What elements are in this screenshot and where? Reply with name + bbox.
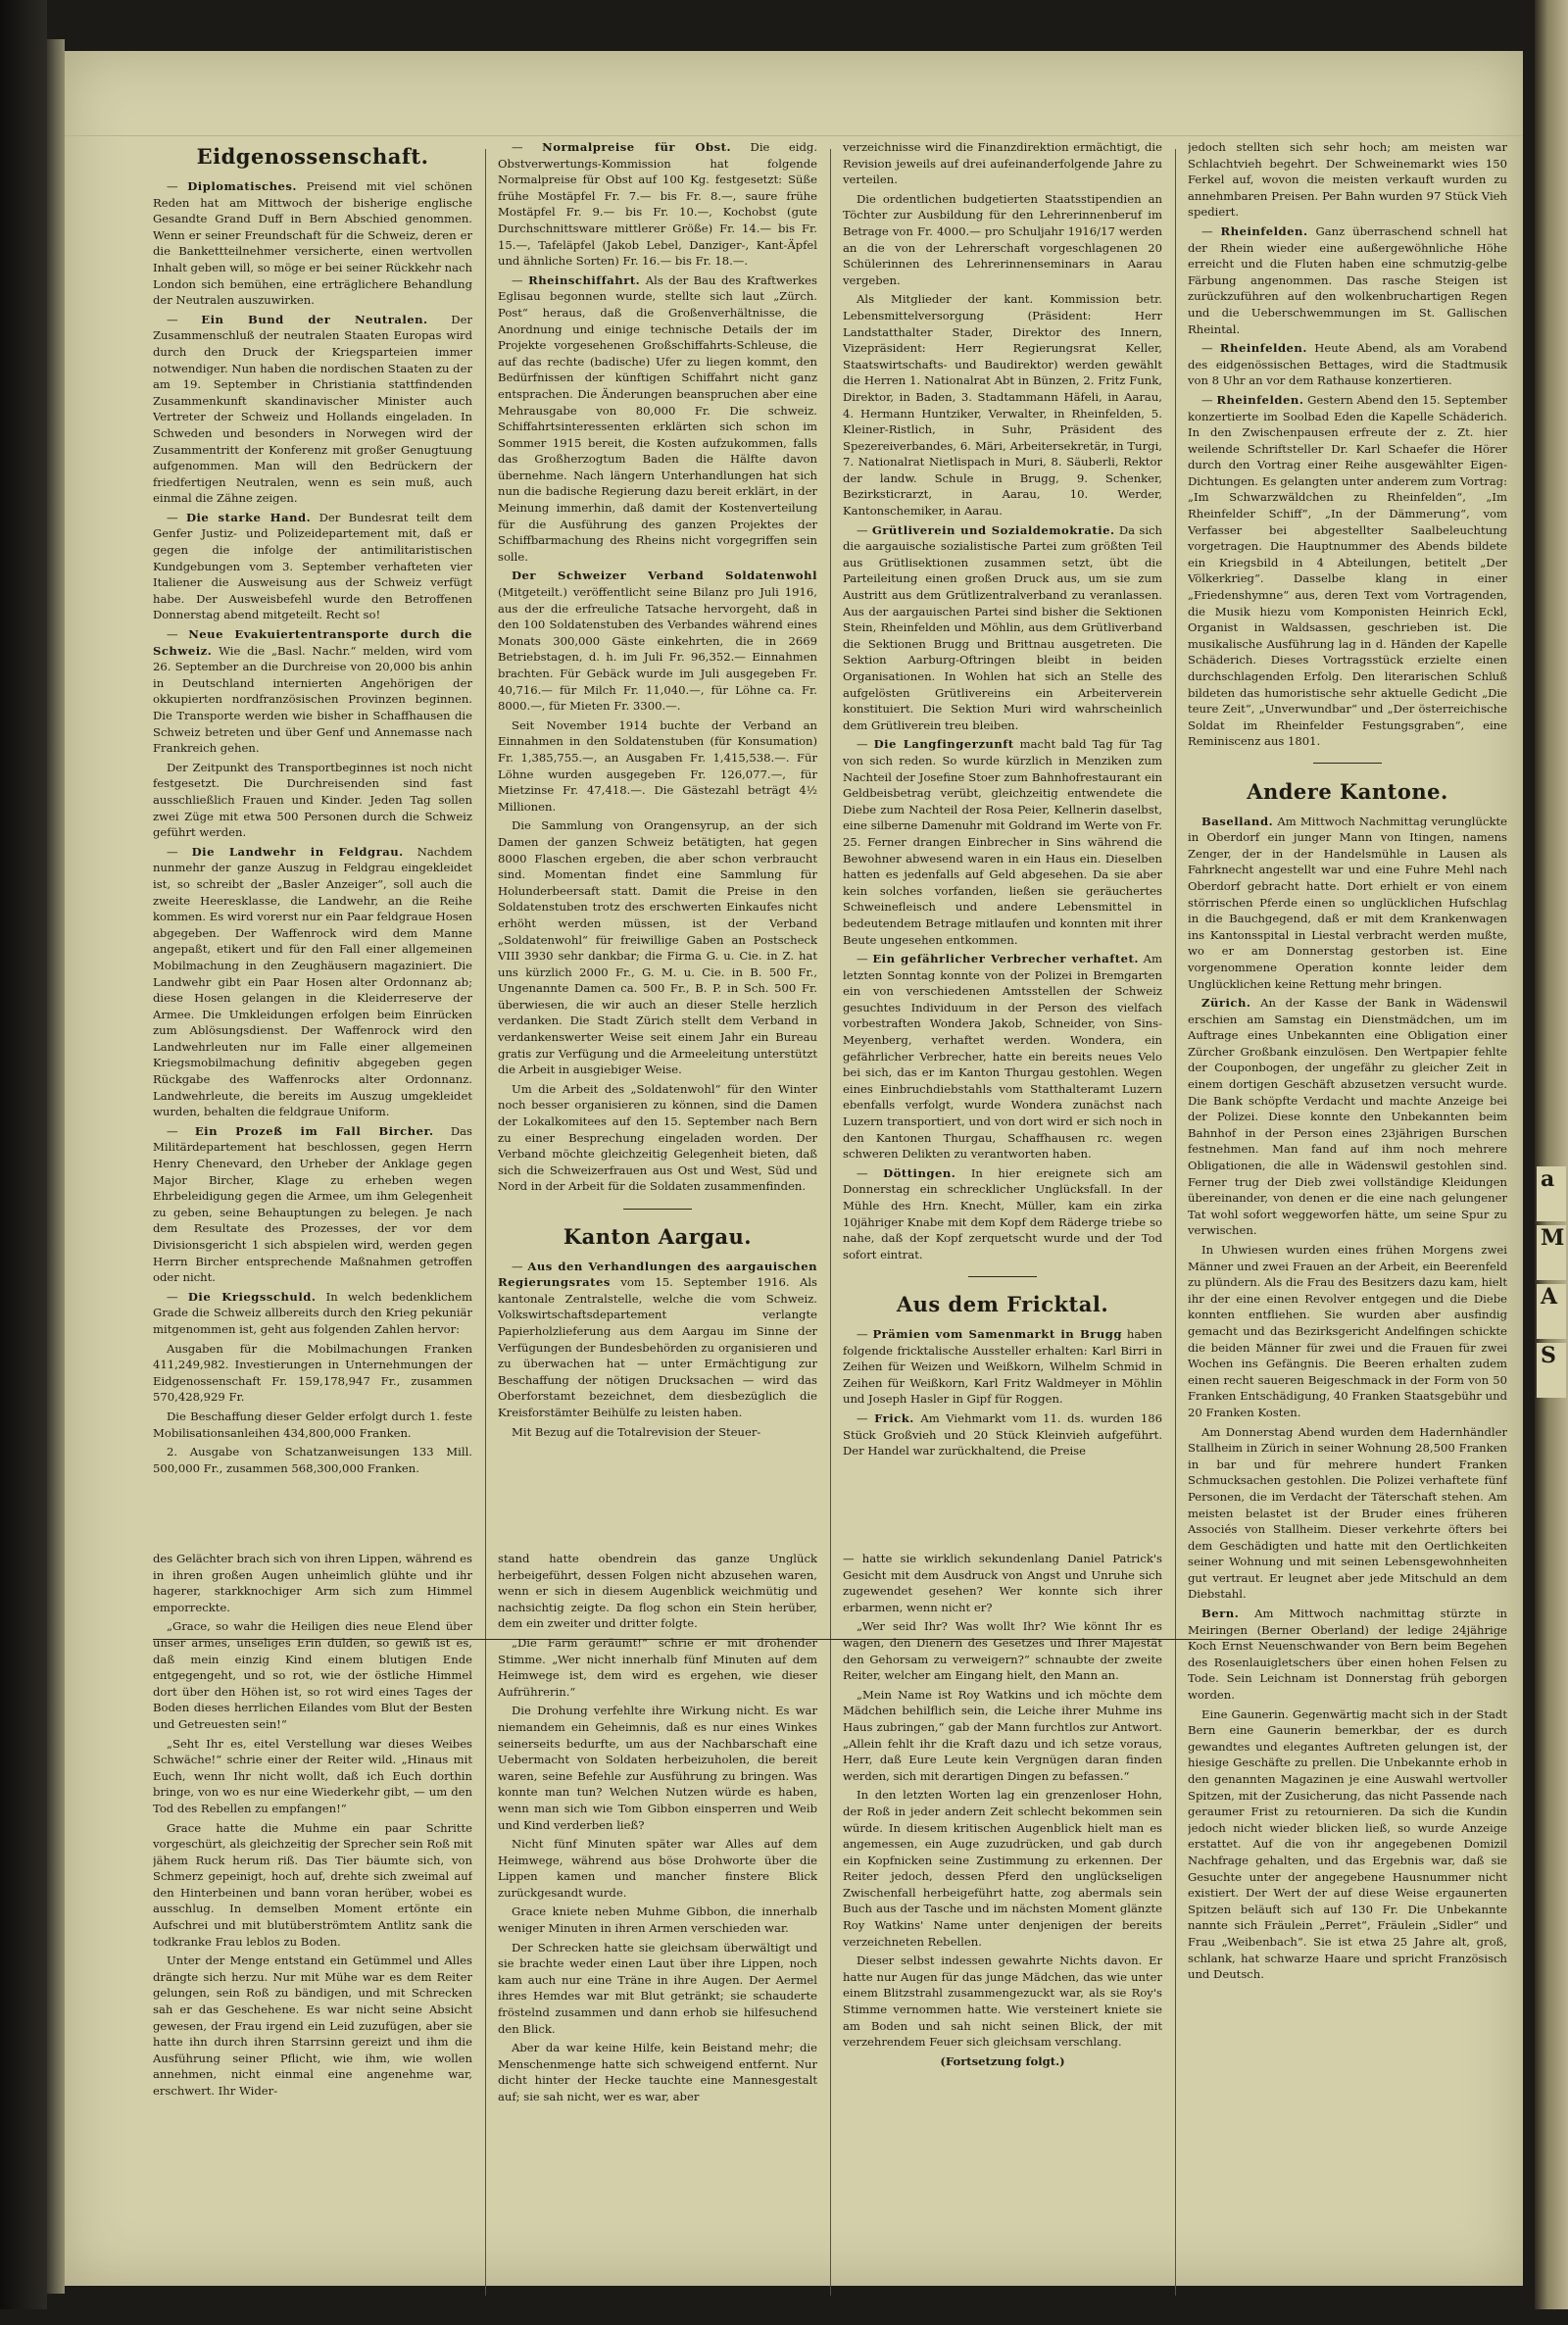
article-paragraph: [1188, 995, 1507, 1239]
article-keyword: Frick.: [874, 1410, 914, 1425]
article-paragraph: — Ein Prozeß im Fall Bircher. Das Militärdepartement hat beschlossen, gegen Herrn Henry Chenevard, den Urheber der Anklage gegen Major Bircher, Klage zu erheben wegen Ehrbeleidigung gegen die Armee, um ihm Gelegenheit zu geben, seine Behauptungen zu belegen. Je nach dem Resultate des Prozesses, der vor dem Divisionsgericht 1 sich abspielen wird, werden gegen Herrn Bircher entsprechende Maßnahmen getroffen oder nicht.: [153, 1123, 472, 1285]
article-paragraph: — Die Langfingerzunft macht bald Tag für Tag von sich reden. So wurde kürzlich in Menziken zum Nachteil der Josefine Stoer zum Bahnhofrestaurant ein Geldbeisbetrag verübt, gleichzeitig entwendete die Diebe zum Nachteil der Rosa Peier, Kellnerin daselbst, eine silberne Damenuhr mit Goldrand im Werte von Fr. 25. Ferner drangen Einbrecher in Sins während die Bewohner abwesend waren in ein Haus ein. Dieselben hatten es jedenfalls auf Geld abgesehen. Da sie aber kein solches vorfanden, ließen sie geräuchertes Schweinefleisch und andere Lebensmittel in bedeutendem Betrage mitlaufen und konnten mit ihrer Beute ungesehen entkommen.: [843, 737, 1162, 947]
article-paragraph: — Ein gefährlicher Verbrecher verhaftet. Am letzten Sonntag konnte von der Polizei in Bremgarten ein von verschiedenen Amtsstellen der Schweiz gesuchtes Individuum in der Person des vielfach vorbestraften Wondera Jakob, Schneider, von Sins-Meyenberg, verhaftet werden. Wondera, ein gefährlicher Verbrecher, hatte ein bereits neues Velo bei sich, das er im Kanton Thurgau gestohlen. Wegen eines Einbruchdiebstahls vom Statthalteramt Luzern ebenfalls verfolgt, wurde Wondera zunächst nach Luzern transportiert, und von dort wird er sich noch in den Kantonen Thurgau, Schaffhausen rc. wegen schweren Delikten zu verantworten haben.: [843, 952, 1162, 1162]
article-keyword: Aus den Verhandlungen des aargauischen Regierungsrates: [498, 1259, 817, 1290]
article-keyword: Rheinschiffahrt.: [528, 272, 641, 287]
article-text: An der Kasse der Bank in Wädenswil erschien am Samstag ein Dienstmädchen, um im Auftrage eines Unbekannten eine Obligation einer Zürcher Großbank einzulösen. Den Wertpapier fehlte der Couponbogen, der ungefähr zu gleicher Zeit in einem dortigen Geschäft abzusetzen versucht wurde. Die Bank schöpfte Verdacht und machte Anzeige bei der Polizei. Diese konnte den Unbekannten beim Bahnhof in der Person eines 23jährigen Burschen festnehmen. Man fand auf ihm noch mehrere Obligationen, die alle in Wädenswil gestohlen sind. Ferner trug der Dieb zwei vollständige Kleidungen übereinander, von denen er die eine nach gelungener Tat wohl sofort weggeworfen hätte, um seine Spur zu verwischen.: [1188, 996, 1507, 1238]
margin-fragment: M: [1537, 1225, 1566, 1280]
feuilleton-paragraph: Grace kniete neben Muhme Gibbon, die innerhalb weniger Minuten in ihren Armen verschieden war.: [498, 1905, 817, 1936]
article-keyword: Rheinfelden.: [1216, 392, 1304, 407]
article-paragraph: Am Donnerstag Abend wurden dem Hadernhändler Stallheim in Zürich in seiner Wohnung 28,500 Franken in bar und für mehrere hundert Franken Schmucksachen gestohlen. Die Polizei verhaftete fünf Personen, die im Verdacht der Täterschaft stehen. Am meisten belastet ist der Bruder eines früheren Associés von Stallheim. Dieser verkehrte öfters bei dem Geschädigten und hatte mit den Oertlichkeiten seiner Wohnung und mit seinen Lebensgewohnheiten gut vertraut. Er leugnet aber jede Mitschuld an dem Diebstahl.: [1188, 1424, 1507, 1602]
article-paragraph: verzeichnisse wird die Finanzdirektion ermächtigt, die Revision jeweils auf drei aufeinanderfolgende Jahre zu verteilen.: [843, 140, 1162, 187]
article-columns: [153, 139, 1505, 2325]
feuilleton-paragraph: stand hatte obendrein das ganze Unglück herbeigeführt, dessen Folgen nicht abzusehen waren, wenn er sich in diesem Augenblick weichmütig und nachsichtig zeigte. Da flog schon ein Stein herüber, dem ein zweiter und dritter folgte.: [498, 1552, 817, 1631]
article-keyword: Rheinfelden.: [1220, 223, 1308, 238]
article-keyword: Die starke Hand.: [185, 510, 312, 524]
feuilleton-paragraph: Der Schrecken hatte sie gleichsam überwältigt und sie brachte weder einen Laut über ihre Lippen, noch kam auch nur eine Träne in ihre Augen. Der Aermel ihres Hemdes war mit Blut getränkt; sie schauderte fröstelnd zusammen und dann erhob sie hilfesuchend den Blick.: [498, 1940, 817, 2036]
article-keyword: Ein gefährlicher Verbrecher verhaftet.: [872, 952, 1139, 966]
feuilleton-paragraph: Nicht fünf Minuten später war Alles auf dem Heimwege, während aus böse Drohworte über die Lippen kamen und mancher finstere Blick zurückgesandt wurde.: [498, 1837, 817, 1900]
article-paragraph: Die ordentlichen budgetierten Staatsstipendien an Töchter zur Ausbildung für den Lehrerinnenberuf im Betrage von Fr. 4000.— pro Schuljahr 1916/17 werden an die von der Lehrerschaft vorgeschlagenen 20 Schülerinnen des Lehrerinnenseminars in Aarau vergeben.: [843, 191, 1162, 287]
article-text: Heute Abend, als am Vorabend des eidgenössischen Bettages, wird die Stadtmusik von 8 Uhr an vor dem Rathause konzertieren.: [1188, 341, 1507, 388]
adjacent-page-strip: [1535, 0, 1568, 2309]
section-title-eidgenossenschaft: Eidgenossenschaft.: [196, 144, 429, 169]
page-header-band: [65, 51, 1523, 136]
feuilleton-paragraph: „Mein Name ist Roy Watkins und ich möchte dem Mädchen behilflich sein, die Leiche ihrer Muhme ins Haus zubringen,“ gab der Mann furchtlos zur Antwort. „Allein fehlt ihr die Kraft dazu und ich setze voraus, Herr, daß Eure Leute kein Vergnügen daran finden werden, sich mit derartigen Dingen zu befassen.“: [843, 1687, 1162, 1783]
article-text: Nachdem nunmehr der ganze Auszug in Feldgrau eingekleidet ist, so schreibt der „Basler Anzeiger“, soll auch die zweite Heeresklasse, die Landwehr, an die Reihe kommen. Es wird vorerst nur ein Paar feldgraue Hosen abgegeben. Der Waffenrock wird dem Manne angepaßt, etikert und für den Fall einer allgemeinen Mobilmachung in den Zeughäusern magaziniert. Die Landwehr gibt ein Paar Hosen alter Ordonnanz ab; diese Hosen gelangen in die Kleiderreserve der Armee. Die Umkleidungen erfolgen beim Einrücken zum Ablösungsdienst. Der Waffenrock wird den Landwehrleuten nur im Falle einer allgemeinen Kriegsmobilmachung definitiv abgegeben gegen Rückgabe des Waffenrocks alter Ordonnanz. Landwehrleute, die bereits im Auszug umgekleidet wurden, behalten die feldgraue Uniform.: [153, 844, 472, 1119]
article-text: Ganz überraschend schnell hat der Rhein wieder eine außergewöhnliche Höhe erreicht und die Fluten haben eine schmutzig-gelbe Färbung angenommen. Das rasche Steigen ist zurückzuführen auf den wolkenbruchartigen Regen und die Ueberschwemmungen im St. Gallischen Rheintal.: [1188, 223, 1507, 336]
article-keyword: Diplomatisches.: [187, 179, 297, 193]
article-paragraph: Die Beschaffung dieser Gelder erfolgt durch 1. feste Mobilisationsanleihen 434,800,000 Franken.: [153, 1409, 472, 1440]
column-rule: [1175, 149, 1176, 2296]
article-text: Als der Bau des Kraftwerkes Eglisau begonnen wurde, stellte sich laut „Zürch. Post“ heraus, daß die Großenverhältnisse, die Anordnung und einige technische Details der im Projekte vorgesehenen Großschiffahrts-Schleuse, die auf das rechte (badische) Ufer zu liegen kommt, den Bedürfnissen der künftigen Schiffahrt nicht ganz entsprachen. Die Änderungen beanspruchen aber eine Mehrausgabe von 80,000 Fr. Die schweiz. Schiffahrtsinteressenten erklärten sich schon im Sommer 1915 bereit, die Kosten aufzukommen, falls das Großherzogtum Baden die Hälfte davon übernehme. Nach längern Unterhandlungen hat sich nun die badische Regierung dazu bereit erklärt, in der Meinung immerhin, daß damit der Kostenverteilung für die Ausführung des ganzen Projektes der Schiffbarmachung des Rheins nicht vorgegriffen sein solle.: [498, 272, 817, 564]
divider: [843, 1268, 1162, 1285]
article-paragraph: [1188, 1606, 1507, 1704]
feuilleton-paragraph: „Grace, so wahr die Heiligen dies neue Elend über unser armes, unseliges Erin dulden, so gewiß ist es, daß mein einzig Kind einem blutigen Ende entgegengeht, und so rot, wie der östliche Himmel dort über den Höhen ist, so rot wird eines Tages der Boden dieses herrlichen Eilandes vom Blut der Besten und Getreuesten sein!“: [153, 1619, 472, 1731]
article-text: Am Viehmarkt vom 11. ds. wurden 186 Stück Großvieh und 20 Stück Kleinvieh aufgeführt. Der Handel war zurückhaltend, die Preise: [843, 1410, 1162, 1459]
newspaper-page: [65, 51, 1523, 2286]
article-text: In hier ereignete sich am Donnerstag ein schrecklicher Unglücksfall. In der Mühle des Hrn. Knecht, Müller, kam ein zirka 10jähriger Knabe mit dem Kopf dem Räderge triebe so nahe, daß der Kopf zerquetscht wurde und der Tod sofort eintrat.: [843, 1165, 1162, 1261]
section-title-kanton-aargau: Kanton Aargau.: [563, 1223, 753, 1249]
article-paragraph: Die Sammlung von Orangensyrup, an der sich Damen der ganzen Schweiz betätigten, hat gegen 8000 Flaschen ergeben, die aber schon verbraucht sind. Momentan findet eine Sammlung für Holunderbeersaft statt. Damit die Preise in den Soldatenstuben trotz des erschwerten Einkaufes nicht erhöht werden müssen, ist der Verband „Soldatenwohl“ für freiwillige Gaben an Postscheck VIII 3930 sehr dankbar; die Firma G. u. Cie. in Z. hat uns kürzlich 2000 Fr., G. M. u. Cie. in B. 500 Fr., Ungenannte Damen ca. 500 Fr., B. P. in Sch. 500 Fr. überwiesen, die wir auch an dieser Stelle herzlich verdanken. Die Stadt Zürich stellt dem Verband in verdankenswerter Weise seit einem Jahr ein Bureau gratis zur Verfügung und die Armeeleitung unterstützt die Arbeit in ausgiebiger Weise.: [498, 818, 817, 1077]
margin-fragment: a: [1537, 1166, 1566, 1221]
divider: [498, 1201, 817, 1217]
article-paragraph: [1188, 814, 1507, 993]
article-paragraph: — Rheinfelden. Ganz überraschend schnell hat der Rhein wieder eine außergewöhnliche Höhe erreicht und die Fluten haben eine schmutzig-gelbe Färbung angenommen. Das rasche Steigen ist zurückzuführen auf den wolkenbruchartigen Regen und die Ueberschwemmungen im St. Gallischen Rheintal.: [1188, 223, 1507, 336]
article-text: Gestern Abend den 15. September konzertierte im Soolbad Eden die Kapelle Schäderich. In den Zwischenpausen erfreute der z. Zt. hier weilende Schriftsteller Dr. Karl Schaefer die Hörer durch den Vortrag einer Reihe ausgewählter Eigen-Dichtungen. Es gelangten unter anderem zum Vortrag: „Im Schwarzwäldchen zu Rheinfelden“, „Im Rheinfelder Schiff“, „In der Dämmerung“, vom Verfasser bei abgestellter Saalbeleuchtung vorgetragen. Die Hauptnummer des Abends bildete ein Kriegsbild in 4 Abteilungen, betitelt „Der Völkerkrieg“. Dasselbe klang in einer „Friedenshymne“ aus, deren Text vom Vortragenden, die Musik hiezu vom Komponisten Heinrich Eckl, Organist in Waldsassen, geschrieben ist. Die musikalische Ausführung lag in d. Händen der Kapelle Schäderich. Dieses Vortragsstück erzielte einen durchschlagenden Erfolg. Den literarischen Schluß bildeten das humoristische sehr aktuelle Gedicht „Die teure Zeit“, „Unverwundbar“ und „Der österreichische Soldat im Rheinfelder Festungsgraben“, eine Reminiscenz aus 1801.: [1188, 392, 1507, 749]
article-paragraph: jedoch stellten sich sehr hoch; am meisten war Schlachtvieh begehrt. Der Schweinemarkt wies 150 Ferkel auf, wovon die meisten verkauft wurden zu annehmbaren Preisen. Per Bahn wurden 97 Stück Vieh spediert.: [1188, 140, 1507, 220]
feuilleton-paragraph: „Die Farm geräumt!“ schrie er mit drohender Stimme. „Wer nicht innerhalb fünf Minuten auf dem Heimwege ist, dem wird es ergehen, wie dieser Aufrührerin.“: [498, 1635, 817, 1699]
article-text: In welch bedenklichem Grade die Schweiz allbereits durch den Krieg pekuniär mitgenommen ist, geht aus folgenden Zahlen hervor:: [153, 1289, 472, 1336]
article-text: (Mitgeteilt.) veröffentlicht seine Bilanz pro Juli 1916, aus der die erfreuliche Tatsache hervorgeht, daß in den 100 Soldatenstuben des Verbandes während eines Monats 300,000 Gäste einkehrten, die in 2669 Betriebstagen, d. h. im Juli Fr. 96,352.— Einnahmen brachten. Für Gebäck wurde im Juli ausgegeben Fr. 40,716.— für Milch Fr. 11,040.—, für Löhne ca. Fr. 8000.—, für Mieten Fr. 3300.—.: [498, 585, 817, 714]
article-keyword: Die Kriegsschuld.: [187, 1289, 317, 1304]
article-paragraph: — Grütliverein und Sozialdemokratie. Da sich die aargauische sozialistische Partei zum größten Teil aus Grütlisektionen zusammen setzt, übt die Parteileitung einen großen Druck aus, um sie zum Austritt aus dem Grütlizentralverband zu veranlassen. Aus der aargauischen Partei sind bisher die Sektionen Stein, Rheinfelden und Möhlin, aus dem Grütliverband die Sektionen Brugg und Brittnau ausgetreten. Die Sektion Aarburg-Oftringen bleibt in beiden Organisationen. In Wohlen hat sich an Stelle des aufgelösten Grütlivereins ein Arbeiterverein konstituiert. Die Sektion Muri wird wahrscheinlich dem Grütliverein treu bleiben.: [843, 522, 1162, 732]
article-paragraph: — Frick. Am Viehmarkt vom 11. ds. wurden 186 Stück Großvieh und 20 Stück Kleinvieh aufgeführt. Der Handel war zurückhaltend, die Preise: [843, 1410, 1162, 1459]
section-title-aus-dem-fricktal: Aus dem Fricktal.: [896, 1291, 1109, 1316]
article-text: Am Mittwoch nachmittag stürzte in Meiringen (Berner Oberland) der ledige 24jährige Koch Ernst Neuenschwander von Bern beim Begehen des Rosenlauigletschers über einen hohen Felsen zu Tode. Sein Leichnam ist Donnerstag früh geborgen worden.: [1188, 1607, 1507, 1703]
section-title-andere-kantone: Andere Kantone.: [1247, 778, 1448, 804]
continuation-note: (Fortsetzung folgt.): [940, 2053, 1065, 2068]
article-paragraph: [498, 568, 817, 714]
feuilleton-paragraph: Unter der Menge entstand ein Getümmel und Alles drängte sich herzu. Nur mit Mühe war es dem Reiter gelungen, sein Roß zu bändigen, und mit Schrecken sah er das Geschehene. Es war nicht seine Absicht gewesen, der Frau irgend ein Leid zuzufügen, aber sie hatte ihn durch ihren Starrsinn gereizt und ihm die Ausführung seiner Pflicht, wie ihm, wie wollen annehmen, nicht einmal eine angenehme war, erschwert. Ihr Wider-: [153, 1954, 472, 2098]
book-binding-shadow: [0, 0, 47, 2309]
article-keyword: Baselland.: [1201, 814, 1274, 828]
article-paragraph: — Rheinschiffahrt. Als der Bau des Kraftwerkes Eglisau begonnen wurde, stellte sich laut „Zürch. Post“ heraus, daß die Großenverhältnisse, die Anordnung und einige technische Details der im Projekte vorgesehenen Großschiffahrts-Schleuse, die auf das rechte (badische) Ufer zu liegen kommt, den Bedürfnissen der künftigen Schiffahrt nicht ganz entsprachen. Die Änderungen beanspruchen aber eine Mehrausgabe von 80,000 Fr. Die schweiz. Schiffahrtsinteressenten erklärten sich schon im Sommer 1915 bereit, die Kosten aufzukommen, falls das Großherzogtum Baden die Hälfte davon übernehme. Nach längern Unterhandlungen hat sich nun die badische Regierung dazu bereit erklärt, in der Meinung immerhin, daß damit der Kostenverteilung für die Ausführung des ganzen Projektes der Schiffbarmachung des Rheins nicht vorgegriffen sein solle.: [498, 272, 817, 564]
article-paragraph: Seit November 1914 buchte der Verband an Einnahmen in den Soldatenstuben (für Konsumation) Fr. 1,385,755.—, an Ausgaben Fr. 1,415,538.—. Für Löhne wurden ausgegeben Fr. 126,077.—, für Mietzinse Fr. 47,418.—. Die Gästezahl beträgt 4½ Millionen.: [498, 717, 817, 814]
article-paragraph: Der Zeitpunkt des Transportbeginnes ist noch nicht festgesetzt. Die Durchreisenden sind fast ausschließlich Frauen und Kinder. Jeden Tag sollen zwei Züge mit etwa 500 Personen durch die Schweiz geführt werden.: [153, 760, 472, 840]
feuilleton-paragraph: Grace hatte die Muhme ein paar Schritte vorgeschürt, als gleichzeitig der Sprecher sein Roß mit jähem Ruck herum riß. Das Tier bäumte sich, von Schmerz gepeinigt, hoch auf, drehte sich zweimal auf den Hinterbeinen und bann voran herüber, wobei es ausschlug. In demselben Moment ertönte ein Aufschrei und mit blutüberströmtem Antlitz sank die todkranke Frau leblos zu Boden.: [153, 1820, 472, 1949]
page-edge: [47, 39, 65, 2294]
article-keyword: Neue Evakuiertentransporte durch die Schweiz.: [153, 627, 472, 658]
margin-fragment: S: [1537, 1343, 1566, 1398]
feuilleton-paragraph: „Seht Ihr es, eitel Verstellung war dieses Weibes Schwäche!“ schrie einer der Reiter wild. „Hinaus mit Euch, wenn Ihr nicht wollt, daß ich Euch dorthin bringe, von wo es nur eine Wiederkehr gibt, — um den Tod des Rebellen zu empfangen!“: [153, 1736, 472, 1815]
feuilleton-paragraph: des Gelächter brach sich von ihren Lippen, während es in ihren großen Augen unheimlich glühte und ihr hagerer, starkknochiger Arm sich zum Himmel emporreckte.: [153, 1552, 472, 1614]
article-keyword: Die Langfingerzunft: [873, 737, 1014, 752]
feuilleton-paragraph: In den letzten Worten lag ein grenzenloser Hohn, der Roß in jeder andern Zeit schlecht bekommen sein würde. In diesem kritischen Augenblick hielt man es angemessen, ein Auge zuzudrücken, und gab durch ein Kopfnicken seine Zustimmung zu erkennen. Der Reiter jedoch, dessen Pferd den unglückseligen Zwischenfall herbeigeführt hatte, zog abermals sein Buch aus der Tasche und im nächsten Moment glänzte Roy Watkins' Name unter denjenigen der bereits verzeichneten Rebellen.: [843, 1788, 1162, 1949]
article-text: Preisend mit viel schönen Reden hat am Mittwoch der bisherige englische Gesandte Grand Duff in Bern Abschied genommen. Wenn er seiner Freundschaft für die Schweiz, deren er die Bankettteilnehmer versicherte, einen wertvollen Inhalt geben will, so möge er bei seiner Rückkehr nach London sich bemühen, eine erträglichere Behandlung der Neutralen auszuwirken.: [153, 179, 472, 308]
column-2: [498, 139, 817, 2325]
article-text: Das Militärdepartement hat beschlossen, gegen Herrn Henry Chenevard, den Urheber der Anklage gegen Major Bircher, Klage zu erheben wegen Ehrbeleidigung gegen die Armee, um ihm Gelegenheit zu geben, seine Behauptungen zu belegen. Je nach dem Resultate des Prozesses, der vor dem Divisionsgericht 1 sich abspielen wird, werden gegen Herrn Bircher entsprechende Maßnahmen getroffen oder nicht.: [153, 1123, 472, 1285]
column-rule: [485, 149, 486, 2296]
article-paragraph: Um die Arbeit des „Soldatenwohl“ für den Winter noch besser organisieren zu können, sind die Damen der Lokalkomitees auf den 15. September nach Bern zu einer Besprechung eingeladen worden. Der Verband möchte gleichzeitig Gelegenheit bieten, daß sich die Schweizerfrauen aus Ost und West, Süd und Nord in der Arbeit für die Soldaten zusammenfinden.: [498, 1081, 817, 1194]
article-paragraph: — Neue Evakuiertentransporte durch die Schweiz. Wie die „Basl. Nachr.“ melden, wird vom 26. September an die Durchreise von 20,000 bis anhin in Deutschland internierten Angehörigen der okkupierten nordfranzösischen Provinzen beginnen. Die Transporte werden wie bisher in Schaffhausen die Schweiz betreten und über Genf und Annemasse nach Frankreich gehen.: [153, 627, 472, 756]
feuilleton-paragraph: — hatte sie wirklich sekundenlang Daniel Patrick's Gesicht mit dem Ausdruck von Angst und Unruhe sich zugewendet gesehen? Wer konnte sich ihrer erbarmen, wenn nicht er?: [843, 1552, 1162, 1614]
article-keyword: Bern.: [1201, 1607, 1240, 1621]
margin-fragment: A: [1537, 1284, 1566, 1339]
article-keyword: Ein Prozeß im Fall Bircher.: [194, 1123, 434, 1138]
article-text: Der Bundesrat teilt dem Genfer Justiz- und Polizeidepartement mit, daß er gegen die infolge der antimilitaristischen Kundgebungen vom 3. September verhafteten vier Italiener die Ausweisung aus der Schweiz verfügt habe. Der Ausweisbefehl wurde den Betroffenen Donnerstag abend mitgeteilt. Recht so!: [153, 510, 472, 622]
article-paragraph: Als Mitglieder der kant. Kommission betr. Lebensmittelversorgung (Präsident: Herr Landstatthalter Stader, Direktor des Innern, Vizepräsident: Herr Regierungsrat Keller, Staatswirtschafts- und Baudirektor) werden gewählt die Herren 1. Nationalrat Abt in Bünzen, 2. Fritz Funk, Direktor, in Baden, 3. Stadtammann Häfeli, in Aarau, 4. Hermann Huntziker, Verwalter, in Rheinfelden, 5. Kleiner-Ristlich, in Suhr, Präsident des Spezereiverbandes, 6. Märi, Arbeitersekretär, in Turgi, 7. Nationalrat Nietlispach in Muri, 8. Säuberli, Rektor der landw. Schule in Brugg, 9. Schenker, Bezirksticrarzt, in Aarau, 10. Werder, Kantonschemiker, in Aarau.: [843, 292, 1162, 519]
feuilleton-block: [498, 1551, 817, 2108]
article-paragraph: Ausgaben für die Mobilmachungen Franken 411,249,982. Investierungen in Unternehmungen der Eidgenossenschaft Fr. 159,178,947 Fr., zusammen 570,428,929 Fr.: [153, 1341, 472, 1405]
article-text: vom 15. September 1916. Als kantonale Zentralstelle, welche die vom Schweiz. Volkswirtschaftsdepartement verlangte Papierholzlieferung aus dem Aargau im Sinne der Verfügungen der Bundesbehörden zu organisieren und zu überwachen hat — unter Ermächtigung zur Beschaffung der nötigen Drucksachen — wird das Oberforstamt bezeichnet, dem diesbezüglich die Kreisforstämter Beihülfe zu leisten haben.: [498, 1275, 817, 1419]
article-paragraph: — Döttingen. In hier ereignete sich am Donnerstag ein schrecklicher Unglücksfall. In der Mühle des Hrn. Knecht, Müller, kam ein zirka 10jähriger Knabe mit dem Kopf dem Räderge triebe so nahe, daß der Kopf zerquetscht wurde und der Tod sofort eintrat.: [843, 1165, 1162, 1261]
feuilleton-paragraph: Die Drohung verfehlte ihre Wirkung nicht. Es war niemandem ein Geheimnis, daß es nur eines Winkes seinerseits bedurfte, um aus der Nachbarschaft eine Uebermacht von Soldaten herbeizuholen, die bereit waren, seine Befehle zur Ausführung zu bringen. Was konnte man tun? Welchen Nutzen würde es haben, wenn man sich wie Tom Gibbon einsperren und Weib und Kind verderben ließ?: [498, 1704, 817, 1832]
column-1: [153, 139, 472, 2325]
article-keyword: Rheinfelden.: [1219, 341, 1307, 356]
article-keyword: Zürich.: [1201, 996, 1251, 1011]
article-paragraph: — Normalpreise für Obst. Die eidg. Obstverwertungs-Kommission hat folgende Normalpreise für Obst auf 100 Kg. festgesetzt: Süße frühe Mostäpfel Fr. 7.— bis Fr. 8.—, saure frühe Mostäpfel Fr. 9.— bis Fr. 10.—, Kochobst (gute Durchschnittsware mittlerer Größe) Fr. 14.— bis Fr. 15.—, Tafeläpfel (Jakob Lebel, Danziger-, Kant-Äpfel und ähnliche Sorten) Fr. 16.— bis Fr. 18.—.: [498, 140, 817, 269]
article-paragraph: 2. Ausgabe von Schatzanweisungen 133 Mill. 500,000 Fr., zusammen 568,300,000 Franken.: [153, 1445, 472, 1475]
article-keyword: Der Schweizer Verband Soldatenwohl: [512, 569, 817, 583]
article-paragraph: — Diplomatisches. Preisend mit viel schönen Reden hat am Mittwoch der bisherige englische Gesandte Grand Duff in Bern Abschied genommen. Wenn er seiner Freundschaft für die Schweiz, deren er die Bankettteilnehmer versicherte, einen wertvollen Inhalt geben will, so möge er bei seiner Rückkehr nach London sich bemühen, eine erträglichere Behandlung der Neutralen auszuwirken.: [153, 179, 472, 308]
article-text: Da sich die aargauische sozialistische Partei zum größten Teil aus Grütlisektionen zusammen setzt, übt die Parteileitung einen großen Druck aus, um sie zum Austritt aus dem Grütlizentralverband zu veranlassen. Aus der aargauischen Partei sind bisher die Sektionen Stein, Rheinfelden und Möhlin, aus dem Grütliverband die Sektionen Brugg und Brittnau ausgetreten. Die Sektion Aarburg-Oftringen bleibt in beiden Organisationen. In Wohlen hat sich an Stelle des aufgelösten Grütlivereins ein Arbeiterverein konstituiert. Die Sektion Muri wird wahrscheinlich dem Grütliverein treu bleiben.: [843, 522, 1162, 732]
article-paragraph: Eine Gaunerin. Gegenwärtig macht sich in der Stadt Bern eine Gaunerin bemerkbar, der es durch gewandtes und elegantes Auftreten gelungen ist, der hiesige Geschäfte zu prellen. Die Unbekannte erhob in den genannten Magazinen je eine Auswahl wertvoller Spitzen, mit der Zusicherung, das nicht Passende nach geraumer Frist zu retournieren. Da sich die Kundin jedoch nicht wieder blicken ließ, so wurde Anzeige erstattet. Auf die von ihr angegebenen Domizil Nachfrage gehalten, und das Ergebnis war, daß sie Gesuchte unter der angegebene Hausnummer nicht existiert. Der Wert der auf diese Weise ergaunerten Spitzen beläuft sich auf 130 Fr. Die Unbekannte nannte sich Fräulein „Perret“, Fräulein „Sidler“ und Frau „Weibenbach“. Sie ist etwa 25 Jahre alt, groß, schlank, hat schwarze Haare und spricht Französisch und Deutsch.: [1188, 1707, 1507, 1982]
article-keyword: Prämien vom Samenmarkt in Brugg: [872, 1326, 1122, 1341]
article-text: haben folgende fricktalische Aussteller erhalten: Karl Birri in Zeihen für Weizen und Weißkorn, Wilhelm Schmid in Zeihen für Weißkorn, Karl Fritz Waldmeyer in Möhlin und Joseph Hasler in Gipf für Roggen.: [843, 1326, 1162, 1407]
article-text: Der Zusammenschluß der neutralen Staaten Europas wird durch den Druck der Kriegsparteien immer notwendiger. Nun haben die nordischen Staaten zu der am 19. September in Christiania stattfindenden Zusammenkunft skandinavischer Minister auch Vertreter der Schweiz und Hollands eingeladen. In Schweden und besonders in Norwegen wird der Zusammentritt der Konferenz mit großer Genugtuung aufgenommen. Man will den Bedrückern der friedfertigen Neutralen, wenn es sein muß, auch einmal die Zähne zeigen.: [153, 312, 472, 506]
feuilleton-paragraph: Aber da war keine Hilfe, kein Beistand mehr; die Menschenmenge hatte sich schweigend entfernt. Nur dicht hinter der Hecke tauchte eine Mannesgestalt auf; sie sah nicht, wer es war, aber: [498, 2041, 817, 2103]
article-paragraph: — Die starke Hand. Der Bundesrat teilt dem Genfer Justiz- und Polizeidepartement mit, daß er gegen die infolge der antimilitaristischen Kundgebungen vom 3. September verhafteten vier Italiener die Ausweisung aus der Schweiz verfügt habe. Der Ausweisbefehl wurde den Betroffenen Donnerstag abend mitgeteilt. Recht so!: [153, 510, 472, 622]
column-4: [1188, 139, 1507, 2325]
article-paragraph: In Uhwiesen wurden eines frühen Morgens zwei Männer und zwei Frauen an der Arbeit, ein Beerenfeld zu plündern. Als die Frau des Besitzers dazu kam, hielt ihr der eine einen Revolver entgegen und die Diebe konnten entfliehen. Sie wurden aber ausfindig gemacht und das Bezirksgericht Andelfingen schickte die beiden Männer für zwei und die Frauen für zwei Wochen ins Gefängnis. Die Beeren erhalten zudem einen recht saueren Beigeschmack in der Form von 50 Franken Entschädigung, 40 Franken Staatsgebühr und 20 Franken Kosten.: [1188, 1243, 1507, 1419]
article-paragraph: — Ein Bund der Neutralen. Der Zusammenschluß der neutralen Staaten Europas wird durch den Druck der Kriegsparteien immer notwendiger. Nun haben die nordischen Staaten zu der am 19. September in Christiania stattfindenden Zusammenkunft skandinavischer Minister auch Vertreter der Schweiz und Hollands eingeladen. In Schweden und besonders in Norwegen wird der Zusammentritt der Konferenz mit großer Genugtuung aufgenommen. Man will den Bedrückern der friedfertigen Neutralen, wenn es sein muß, auch einmal die Zähne zeigen.: [153, 312, 472, 506]
article-paragraph: — Die Landwehr in Feldgrau. Nachdem nunmehr der ganze Auszug in Feldgrau eingekleidet ist, so schreibt der „Basler Anzeiger“, soll auch die zweite Heeresklasse, die Landwehr, an die Reihe kommen. Es wird vorerst nur ein Paar feldgraue Hosen abgegeben. Der Waffenrock wird dem Manne angepaßt, etikert und für den Fall einer allgemeinen Mobilmachung in den Zeughäusern magaziniert. Die Landwehr gibt ein Paar Hosen alter Ordonnanz ab; diese Hosen gelangen in die Kleiderreserve der Armee. Die Umkleidungen erfolgen beim Einrücken zum Ablösungsdienst. Der Waffenrock wird den Landwehrleuten nur im Falle einer allgemeinen Kriegsmobilmachung definitiv abgegeben gegen Rückgabe des Waffenrocks alter Ordonnanz. Landwehrleute, die bereits im Auszug umgekleidet wurden, behalten die feldgraue Uniform.: [153, 844, 472, 1119]
article-keyword: Grütliverein und Sozialdemokratie.: [871, 522, 1115, 537]
column-3: [843, 139, 1162, 2325]
divider: [1188, 756, 1507, 772]
column-rule: [830, 149, 831, 2296]
feuilleton-paragraph: Dieser selbst indessen gewahrte Nichts davon. Er hatte nur Augen für das junge Mädchen, das wie unter einem Blitzstrahl zusammengezuckt war, als sie Roy's Stimme vernommen hatte. Wie versteinert kniete sie am Boden und sah nicht seinen Blick, der mit verzehrendem Feuer sich gleichsam verschlang.: [843, 1954, 1162, 2050]
article-keyword: Die Landwehr in Feldgrau.: [191, 844, 404, 859]
article-text: Am Mittwoch Nachmittag verunglückte in Oberdorf ein junger Mann von Itingen, namens Zenger, der in der Handelsmühle in Lausen als Fahrknecht angestellt war und eine Fuhre Mehl nach Oberdorf gebracht hatte. Dort erhielt er von einem störrischen Pferde einen so unglücklichen Hufschlag in die Bauchgegend, daß er mit dem Krankenwagen ins Kantonsspital in Liestal verbracht werden mußte, wo er am Donnerstag gestorben ist. Eine vorgenommene Operation konnte leider dem Unglücklichen keine Rettung mehr bringen.: [1188, 814, 1507, 991]
feuilleton-paragraph: „Wer seid Ihr? Was wollt Ihr? Wie könnt Ihr es wagen, den Dienern des Gesetzes und Ihrer Majestät den Gehorsam zu verweigern?“ schnaubte der zweite Reiter, welcher am Eingang hielt, den Mann an.: [843, 1619, 1162, 1683]
article-keyword: Normalpreise für Obst.: [542, 140, 732, 154]
article-paragraph: Mit Bezug auf die Totalrevision der Steuer-: [512, 1424, 761, 1439]
feuilleton-block: [153, 1551, 472, 2102]
article-text: Am letzten Sonntag konnte von der Polizei in Bremgarten ein von verschiedenen Amtsstellen der Schweiz gesuchtes Individuum in der Person des vielfach vorbestraften Wondera Jakob, Schneider, von Sins-Meyenberg, verhaftet werden. Wondera, ein gefährlicher Verbrecher, hatte ein bereits neues Velo bei sich, das er im Kanton Thurgau gestohlen. Wegen eines Einbruchdiebstahls vom Statthalteramt Luzern ebenfalls verfolgt, wurde Wondera zunächst nach Luzern transportiert, und von dort wird er sich noch in den Kantonen Thurgau, Schaffhausen rc. wegen schweren Delikten zu verantworten haben.: [843, 952, 1162, 1162]
article-paragraph: — Rheinfelden. Gestern Abend den 15. September konzertierte im Soolbad Eden die Kapelle Schäderich. In den Zwischenpausen erfreute der z. Zt. hier weilende Schriftsteller Dr. Karl Schaefer die Hörer durch den Vortrag einer Reihe ausgewählter Eigen-Dichtungen. Es gelangten unter anderem zum Vortrag: „Im Schwarzwäldchen zu Rheinfelden“, „Im Rheinfelder Schiff“, „In der Dämmerung“, vom Verfasser bei abgestellter Saalbeleuchtung vorgetragen. Die Hauptnummer des Abends bildete ein Kriegsbild in 4 Abteilungen, betitelt „Der Völkerkrieg“. Dasselbe klang in einer „Friedenshymne“ aus, deren Text vom Vortragenden, die Musik hiezu vom Komponisten Heinrich Eckl, Organist in Waldsassen, geschrieben ist. Die musikalische Ausführung lag in d. Händen der Kapelle Schäderich. Dieses Vortragsstück erzielte einen durchschlagenden Erfolg. Den literarischen Schluß bildeten das humoristische sehr aktuelle Gedicht „Die teure Zeit“, „Unverwundbar“ und „Der österreichische Soldat im Rheinfelder Festungsgraben“, eine Reminiscenz aus 1801.: [1188, 392, 1507, 749]
article-text: Wie die „Basl. Nachr.“ melden, wird vom 26. September an die Durchreise von 20,000 bis anhin in Deutschland internierten Angehörigen der okkupierten nordfranzösischen Provinzen beginnen. Die Transporte werden wie bisher in Schaffhausen die Schweiz betreten und über Genf und Annemasse nach Frankreich gehen.: [153, 643, 472, 756]
feuilleton-block: [843, 1551, 1162, 2072]
article-paragraph: — Die Kriegsschuld. In welch bedenklichem Grade die Schweiz allbereits durch den Krieg pekuniär mitgenommen ist, geht aus folgenden Zahlen hervor:: [153, 1289, 472, 1336]
article-paragraph: — Rheinfelden. Heute Abend, als am Vorabend des eidgenössischen Bettages, wird die Stadtmusik von 8 Uhr an vor dem Rathause konzertieren.: [1188, 341, 1507, 388]
article-text: Die eidg. Obstverwertungs-Kommission hat folgende Normalpreise für Obst auf 100 Kg. festgesetzt: Süße frühe Mostäpfel Fr. 7.— bis Fr. 8.—, saure frühe Mostäpfel Fr. 9.— bis Fr. 10.—, Kochobst (gute Durchschnittsware mittlerer Größe) Fr. 14.— bis Fr. 15.—, Tafeläpfel (Jakob Lebel, Danziger-, Kant-Äpfel und ähnliche Sorten) Fr. 16.— bis Fr. 18.—.: [498, 140, 817, 269]
article-paragraph: — Aus den Verhandlungen des aargauischen Regierungsrates vom 15. September 1916. Als kantonale Zentralstelle, welche die vom Schweiz. Volkswirtschaftsdepartement verlangte Papierholzlieferung aus dem Aargau im Sinne der Verfügungen der Bundesbehörden zu organisieren und zu überwachen hat — unter Ermächtigung zur Beschaffung der nötigen Drucksachen — wird das Oberforstamt bezeichnet, dem diesbezüglich die Kreisforstämter Beihülfe zu leisten haben.: [498, 1259, 817, 1419]
article-paragraph: — Prämien vom Samenmarkt in Brugg haben folgende fricktalische Aussteller erhalten: Karl Birri in Zeihen für Weizen und Weißkorn, Wilhelm Schmid in Zeihen für Weißkorn, Karl Fritz Waldmeyer in Möhlin und Joseph Hasler in Gipf für Roggen.: [843, 1326, 1162, 1407]
article-keyword: Ein Bund der Neutralen.: [201, 312, 428, 326]
article-text: macht bald Tag für Tag von sich reden. So wurde kürzlich in Menziken zum Nachteil der Josefine Stoer zum Bahnhofrestaurant ein Geldbeisbetrag verübt, gleichzeitig entwendete die Diebe zum Nachteil der Rosa Peier, Kellnerin daselbst, eine silberne Damenuhr mit Goldrand im Werte von Fr. 25. Ferner drangen Einbrecher in Sins während die Bewohner abwesend waren in ein Haus ein. Dieselben hatten es jedenfalls auf Geld abgesehen. Da sie aber kein solches vorfanden, ließen sie geräuchertes Schweinefleisch und andere Lebensmittel in bedeutendem Betrage mitlaufen und konnten mit ihrer Beute ungesehen entkommen.: [843, 737, 1162, 947]
article-keyword: Döttingen.: [883, 1165, 956, 1180]
